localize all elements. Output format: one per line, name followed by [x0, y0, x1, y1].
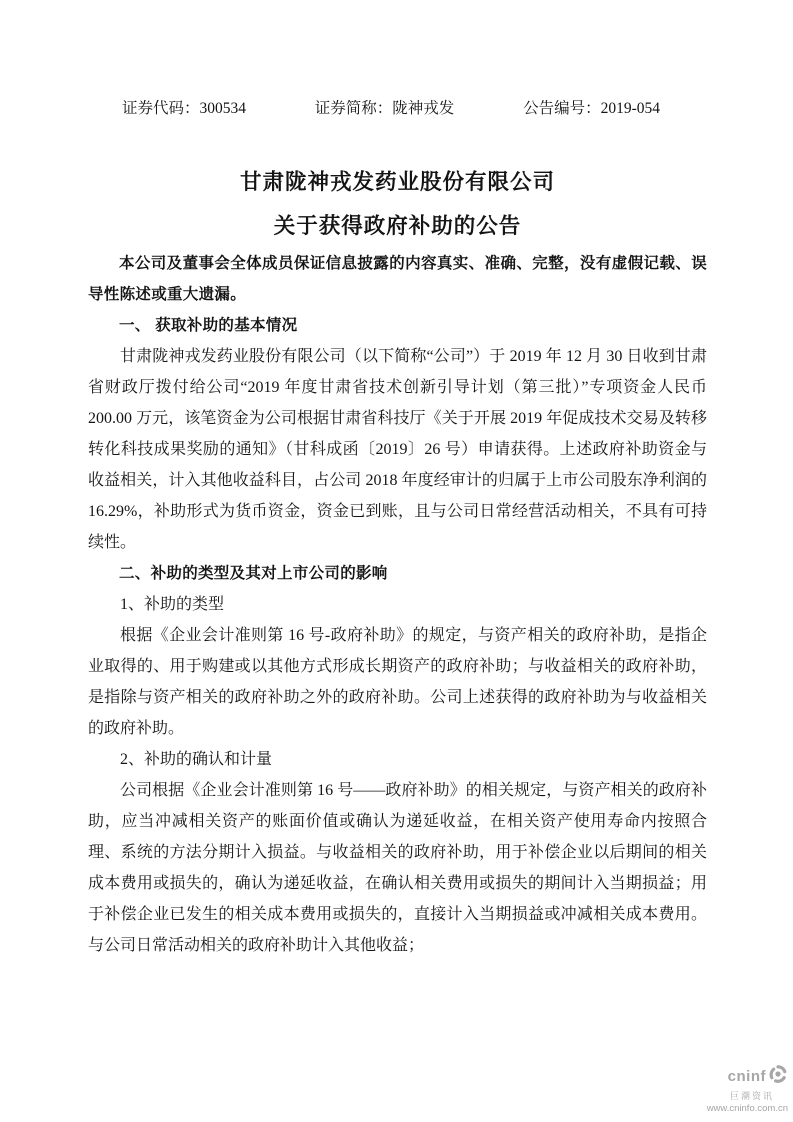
section-2-heading: 二、补助的类型及其对上市公司的影响 [119, 565, 388, 582]
stock-code: 证券代码：300534 [122, 100, 247, 117]
cninfo-brand-text: cninf [727, 1068, 766, 1085]
section-1-heading: 一、 获取补助的基本情况 [119, 317, 298, 334]
page-content [88, 0, 707, 961]
section-1-paragraph: 甘肃陇神戎发药业股份有限公司（以下简称“公司”）于 2019 年 12 月 30 日收到甘肃省财政厅拨付给公司“2019 年度甘肃省技术创新引导计划（第三批）”专项资金人民币 200.00 万元，该笔资金为公司根据甘肃省科技厅《关于开展 2019 年促成技术交易及转移转化科技成果奖励的通知》（甘科成函〔2019〕26 号）申请获得。上述政府补助资金与收益相关，计入其他收益科目，占公司 2018 年度经审计的归属于上市公司股东净利润的 16.29%，补助形式为货币资金，资金已到账，且与公司日常经营活动相关，不具有可持续性。 [88, 348, 707, 551]
cninfo-chinese-name: 巨潮资讯 [729, 1091, 774, 1101]
cninfo-swirl-icon [768, 1064, 788, 1089]
announcement-number: 公告编号：2019-054 [523, 100, 660, 117]
document-title [88, 160, 707, 248]
board-guarantee-notice: 本公司及董事会全体成员保证信息披露的内容真实、准确、完整，没有虚假记载、误导性陈述或重大遗漏。 [88, 255, 707, 303]
cninfo-brand-row [692, 1064, 788, 1089]
subsection-2-paragraph: 公司根据《企业会计准则第 16 号——政府补助》的相关规定，与资产相关的政府补助，应当冲减相关资产的账面价值或确认为递延收益，在相关资产使用寿命内按照合理、系统的方法分期计入损益。与收益相关的政府补助，用于补偿企业以后期间的相关成本费用或损失的，确认为递延收益，在确认相关费用或损失的期间计入当期损益；用于补偿企业已发生的相关成本费用或损失的，直接计入当期损益或冲减相关成本费用。与公司日常活动相关的政府补助计入其他收益； [88, 782, 707, 954]
cninfo-url: www.cninfo.com.cn [706, 1103, 788, 1114]
subsection-1-heading: 1、补助的类型 [120, 596, 225, 613]
stock-short-name: 证券简称：陇神戎发 [314, 100, 455, 117]
announcement-subject-title-line: 关于获得政府补助的公告 [273, 214, 522, 238]
subsection-1-paragraph: 根据《企业会计准则第 16 号-政府补助》的规定，与资产相关的政府补助，是指企业取得的、用于购建或以其他方式形成长期资产的政府补助；与收益相关的政府补助，是指除与资产相关的政府补助之外的政府补助。公司上述获得的政府补助为与收益相关的政府补助。 [88, 627, 707, 737]
cninfo-watermark [692, 1064, 788, 1114]
company-name-title-line: 甘肃陇神戎发药业股份有限公司 [239, 170, 555, 194]
securities-header-row [122, 100, 660, 118]
document-body [88, 248, 707, 961]
subsection-2-heading: 2、补助的确认和计量 [120, 751, 273, 768]
